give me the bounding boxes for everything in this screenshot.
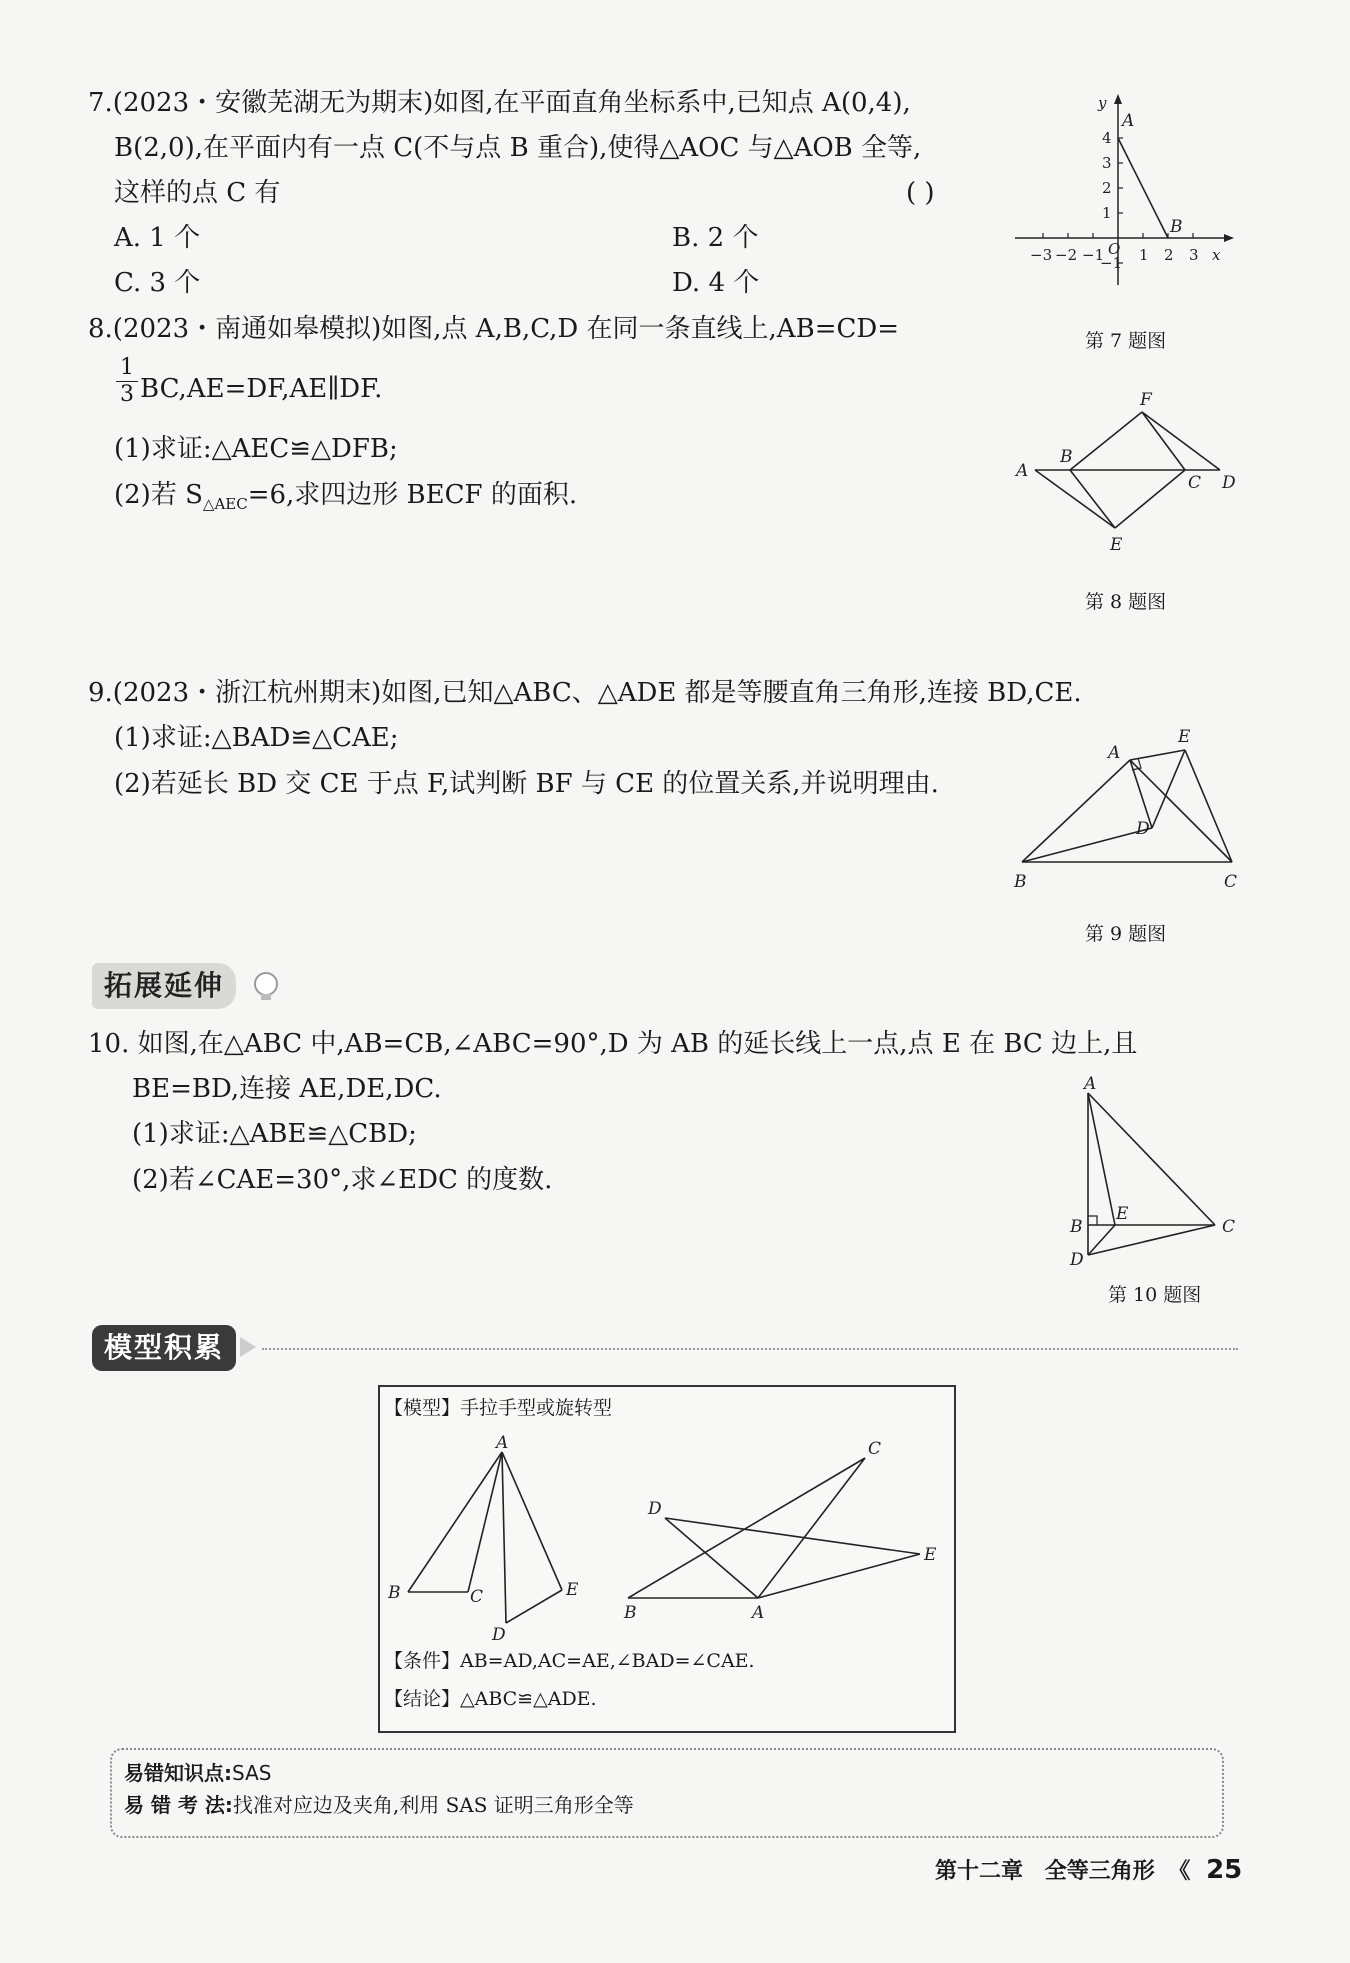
y-tick: 4 — [1102, 129, 1112, 147]
chapter-title: 全等三角形 — [1044, 1859, 1155, 1884]
point-b-label: B — [1014, 872, 1027, 892]
q7-figure — [1010, 90, 1240, 310]
model-figures — [380, 1430, 950, 1655]
x-tick: −1 — [1082, 246, 1105, 264]
point-c-label: C — [1188, 473, 1202, 493]
play-triangle-icon — [238, 1333, 258, 1361]
x-tick: −3 — [1030, 246, 1053, 264]
q10-caption: 第 10 题图 — [1108, 1284, 1202, 1306]
model-title: 【模型】手拉手型或旋转型 — [384, 1397, 613, 1419]
q8-part-2-pre: (2)若 S — [114, 480, 203, 510]
model-condition: 【条件】AB=AD,AC=AE,∠BAD=∠CAE. — [384, 1650, 755, 1672]
point-a-label: A — [1016, 461, 1029, 481]
section-divider — [262, 1348, 1238, 1350]
origin-label: O — [1108, 240, 1121, 258]
q7-line-3: 这样的点 C 有 — [114, 178, 281, 208]
y-tick: 3 — [1102, 154, 1112, 172]
chapter-number: 第十二章 — [935, 1859, 1024, 1884]
y-tick: 1 — [1102, 204, 1112, 222]
q8-caption: 第 8 题图 — [1085, 591, 1167, 613]
q7-option-d: D. 4 个 — [672, 268, 760, 298]
point-c-label: C — [470, 1587, 484, 1607]
point-c-label: C — [1222, 1217, 1236, 1237]
q9-part-2: (2)若延长 BD 交 CE 于点 F,试判断 BF 与 CE 的位置关系,并说明理由. — [114, 769, 939, 799]
q7-option-b: B. 2 个 — [672, 223, 759, 253]
fraction-denominator: 3 — [116, 381, 138, 408]
q8-line-1: 8.(2023・南通如皋模拟)如图,点 A,B,C,D 在同一条直线上,AB=CD= — [88, 314, 900, 344]
section-model-badge: 模型积累 — [92, 1325, 236, 1371]
error-method-row — [124, 1792, 634, 1818]
error-knowledge-key: 易错知识点: — [124, 1761, 232, 1785]
q8-part-1: (1)求证:△AEC≌△DFB; — [114, 434, 398, 464]
point-a-label: A — [496, 1433, 509, 1453]
error-method-value: 找准对应边及夹角,利用 SAS 证明三角形全等 — [232, 1793, 634, 1817]
point-d-label: D — [492, 1625, 506, 1645]
footer-chapter — [935, 1854, 1242, 1885]
x-tick: 2 — [1164, 246, 1174, 264]
point-b-label: B — [1170, 217, 1183, 237]
point-e-label: E — [566, 1580, 579, 1600]
error-knowledge-row — [124, 1760, 271, 1786]
q8-part-2-post: =6,求四边形 BECF 的面积. — [247, 480, 578, 510]
y-tick: −1 — [1100, 254, 1123, 272]
point-d-label: D — [1136, 819, 1150, 839]
q9-figure — [1010, 720, 1250, 900]
q8-part-2 — [114, 478, 577, 521]
point-a-label: A — [752, 1603, 765, 1623]
point-c-label: C — [868, 1439, 882, 1459]
point-a-label: A — [1084, 1075, 1097, 1094]
section-extension-badge: 拓展延伸 — [92, 963, 236, 1009]
q7-option-c: C. 3 个 — [114, 268, 201, 298]
point-d-label: D — [1070, 1250, 1084, 1270]
point-b-label: B — [1070, 1217, 1083, 1237]
x-tick: −2 — [1055, 246, 1078, 264]
fraction-numerator: 1 — [120, 355, 134, 380]
q7-option-a: A. 1 个 — [114, 223, 201, 253]
point-b-label: B — [388, 1583, 401, 1603]
point-b-label: B — [1060, 447, 1073, 467]
error-knowledge-value: SAS — [232, 1761, 272, 1785]
point-f-label: F — [1140, 390, 1152, 410]
lightbulb-icon — [250, 968, 286, 1004]
double-chevron-icon: 《 — [1168, 1859, 1191, 1884]
point-a-label: A — [1108, 743, 1121, 763]
q8-part-2-sub: △AEC — [202, 495, 248, 514]
q10-part-1: (1)求证:△ABE≌△CBD; — [132, 1119, 417, 1149]
q7-line-1: 7.(2023・安徽芜湖无为期末)如图,在平面直角坐标系中,已知点 A(0,4), — [88, 88, 911, 118]
x-tick: 3 — [1189, 246, 1199, 264]
q10-part-2: (2)若∠CAE=30°,求∠EDC 的度数. — [132, 1165, 553, 1195]
y-axis-label: y — [1098, 94, 1107, 112]
q9-line-1: 9.(2023・浙江杭州期末)如图,已知△ABC、△ADE 都是等腰直角三角形,连接 BD,CE. — [88, 678, 1082, 708]
q7-answer-paren: ( ) — [906, 178, 935, 208]
q8-fraction — [116, 355, 138, 408]
x-tick: 1 — [1139, 246, 1149, 264]
point-e-label: E — [1116, 1204, 1129, 1224]
q10-line-2: BE=BD,连接 AE,DE,DC. — [132, 1074, 442, 1104]
point-e-label: E — [924, 1545, 937, 1565]
error-method-key: 易 错 考 法: — [124, 1793, 233, 1817]
point-e-label: E — [1178, 727, 1191, 747]
q7-caption: 第 7 题图 — [1085, 330, 1167, 352]
page-number: 25 — [1206, 1855, 1243, 1885]
point-c-label: C — [1224, 872, 1238, 892]
q7-line-2: B(2,0),在平面内有一点 C(不与点 B 重合),使得△AOC 与△AOB 全等, — [114, 133, 922, 163]
point-b-label: B — [624, 1603, 637, 1623]
point-a-label: A — [1122, 111, 1135, 131]
q9-part-1: (1)求证:△BAD≌△CAE; — [114, 723, 399, 753]
q8-figure — [1010, 390, 1250, 570]
model-conclusion: 【结论】△ABC≌△ADE. — [384, 1688, 597, 1710]
x-axis-label: x — [1212, 246, 1221, 264]
q10-figure — [1060, 1075, 1250, 1275]
point-e-label: E — [1110, 535, 1123, 555]
point-d-label: D — [648, 1499, 662, 1519]
point-d-label: D — [1222, 473, 1236, 493]
q9-caption: 第 9 题图 — [1085, 923, 1167, 945]
q10-line-1: 10. 如图,在△ABC 中,AB=CB,∠ABC=90°,D 为 AB 的延长线上一点,点 E 在 BC 边上,且 — [88, 1029, 1138, 1059]
q8-line-2: BC,AE=DF,AE∥DF. — [140, 374, 383, 404]
y-tick: 2 — [1102, 179, 1112, 197]
